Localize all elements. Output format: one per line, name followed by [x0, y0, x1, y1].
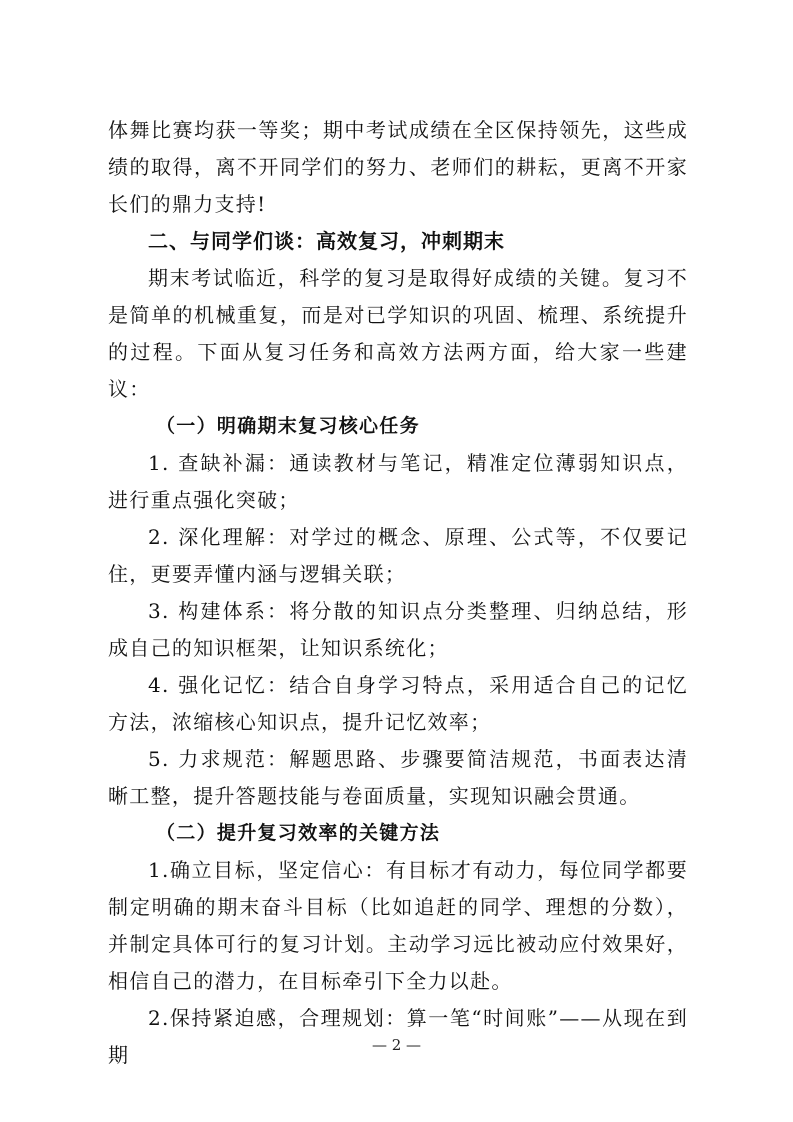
list-item-task-2: 2. 深化理解：对学过的概念、原理、公式等，不仅要记住，更要弄懂内涵与逻辑关联；	[108, 525, 688, 586]
list-item-method-1: 1.确立目标，坚定信心：有目标才有动力，每位同学都要制定明确的期末奋斗目标（比如追赶的同学、理想的分数），并制定具体可行的复习计划。主动学习远比被动应付效果好，相信自己的潜力，在目标牵引下全力以赴。	[108, 858, 688, 993]
page-content	[108, 112, 688, 1074]
list-item-task-1: 1. 查缺补漏：通读教材与笔记，精准定位薄弱知识点，进行重点强化突破；	[108, 451, 688, 512]
list-item-method-2: 2.保持紧迫感，合理规划：算一笔“时间账”——从现在到期	[108, 1006, 688, 1067]
section-heading-2: 二、与同学们谈：高效复习，冲刺期末	[148, 229, 505, 253]
paragraph-awards: 体舞比赛均获一等奖；期中考试成绩在全区保持领先，这些成绩的取得，离不开同学们的努力、老师们的耕耘，更离不开家长们的鼎力支持!	[108, 118, 688, 216]
subheading-core-tasks: （一）明确期末复习核心任务	[156, 415, 420, 437]
list-item-task-3: 3. 构建体系：将分散的知识点分类整理、归纳总结，形成自己的知识框架，让知识系统化；	[108, 599, 688, 660]
page-number: — 2 —	[371, 1036, 422, 1054]
list-item-task-4: 4. 强化记忆：结合自身学习特点，采用适合自己的记忆方法，浓缩核心知识点，提升记忆效率；	[108, 673, 688, 734]
subheading-key-methods: （二）提升复习效率的关键方法	[156, 822, 441, 844]
list-item-task-5: 5. 力求规范：解题思路、步骤要简洁规范，书面表达清晰工整，提升答题技能与卷面质量，实现知识融会贯通。	[108, 747, 688, 808]
paragraph-intro: 期末考试临近，科学的复习是取得好成绩的关键。复习不是简单的机械重复，而是对已学知识的巩固、梳理、系统提升的过程。下面从复习任务和高效方法两方面，给大家一些建议：	[108, 266, 688, 401]
